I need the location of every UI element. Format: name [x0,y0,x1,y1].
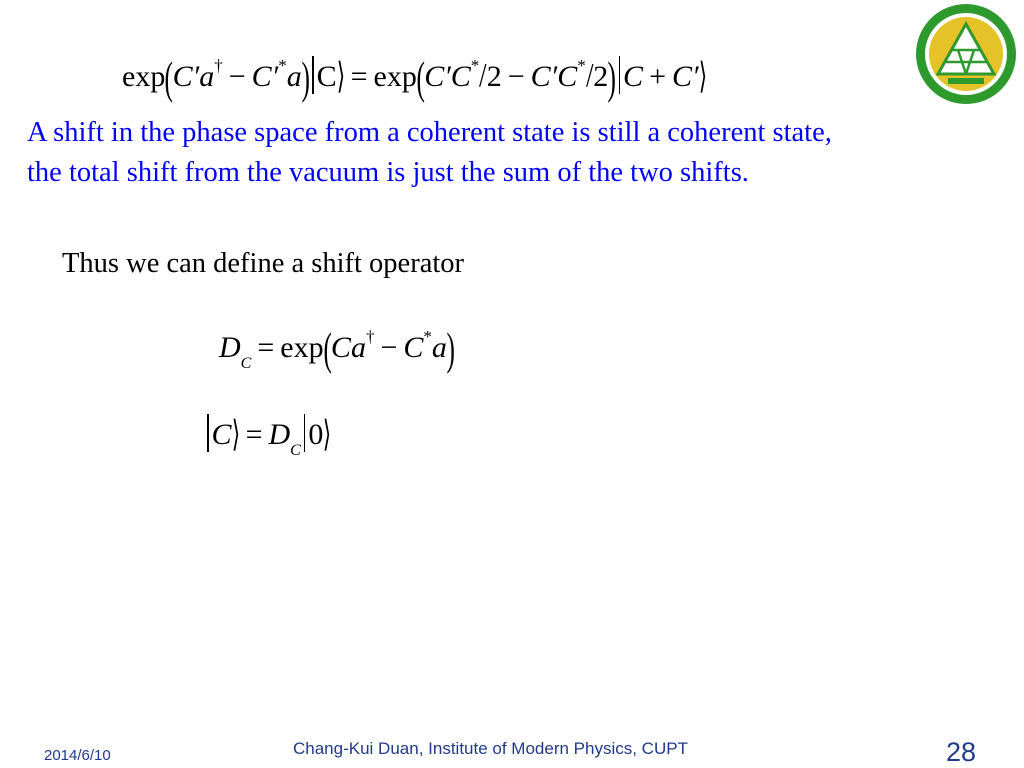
minus-sign: − [507,60,525,93]
equals-sign: = [245,418,263,451]
ket-bar [304,414,306,452]
statement-line: the total shift from the vacuum is just the sum of the two shifts. [27,157,749,188]
equals-sign: = [350,60,368,93]
var-c-prime: C′ [671,60,699,93]
var-c: C [623,60,644,93]
subscript-c: C [240,355,252,372]
left-paren: ( [164,52,174,103]
number-two: 2 [593,60,609,93]
division-slash: / [479,57,487,94]
shift-operator-intro: Thus we can define a shift operator [62,248,465,279]
var-d: D [219,331,241,364]
ket-angle: ⟩ [231,414,240,454]
number-two: 2 [486,60,502,93]
subscript-c: C [290,442,301,459]
ket-bar [312,56,314,94]
var-c: C [450,60,471,93]
number-zero: 0 [308,418,324,451]
equals-sign: = [257,331,275,364]
var-a: a [199,60,215,93]
dagger-superscript: † [365,327,375,346]
var-a: a [286,60,302,93]
equation-coherent-state [204,414,332,459]
footer-author: Chang-Kui Duan, Institute of Modern Physics, CUPT [293,739,688,758]
equation-shift-operator-definition [219,323,455,374]
exp-function: exp [373,60,417,93]
equation-displacement-composition [122,52,707,103]
ket-angle: ⟩ [698,56,707,96]
var-a: a [431,331,447,364]
ket-label: C [316,60,337,93]
conjugate-superscript: * [423,327,432,346]
conjugate-superscript: * [470,56,480,75]
right-paren: ) [301,52,310,103]
statement-line: A shift in the phase space from a coherent state is still a coherent state, [27,117,832,148]
var-c: C [557,60,578,93]
left-paren: ( [416,52,425,103]
statement-paragraph [27,113,1017,193]
var-c-prime: C′ [251,60,279,93]
ket-bar [207,414,209,452]
footer-date: 2014/6/10 [44,747,111,764]
exp-function: exp [122,60,166,93]
ket-bar [619,56,621,94]
minus-sign: − [380,331,398,364]
var-c-prime: C′ [424,60,451,93]
slide-number: 28 [946,737,977,767]
conjugate-superscript: * [278,56,287,75]
var-c: C [403,331,424,364]
dagger-superscript: † [214,56,223,75]
ket-angle: ⟩ [336,56,345,96]
conjugate-superscript: * [577,56,586,75]
division-slash: / [585,57,594,94]
left-paren: ( [323,323,332,374]
university-seal-icon [914,2,1018,106]
var-d: D [268,418,291,451]
plus-sign: + [649,60,666,93]
right-paren: ) [446,323,455,374]
var-c-prime: C′ [172,60,200,93]
ket-angle: ⟩ [323,414,332,454]
exp-function: exp [280,331,324,364]
var-a: a [350,331,366,364]
right-paren: ) [607,52,617,103]
var-c: C [330,331,351,364]
var-c-prime: C′ [530,60,558,93]
var-c: C [211,418,232,451]
minus-sign: − [228,60,246,93]
